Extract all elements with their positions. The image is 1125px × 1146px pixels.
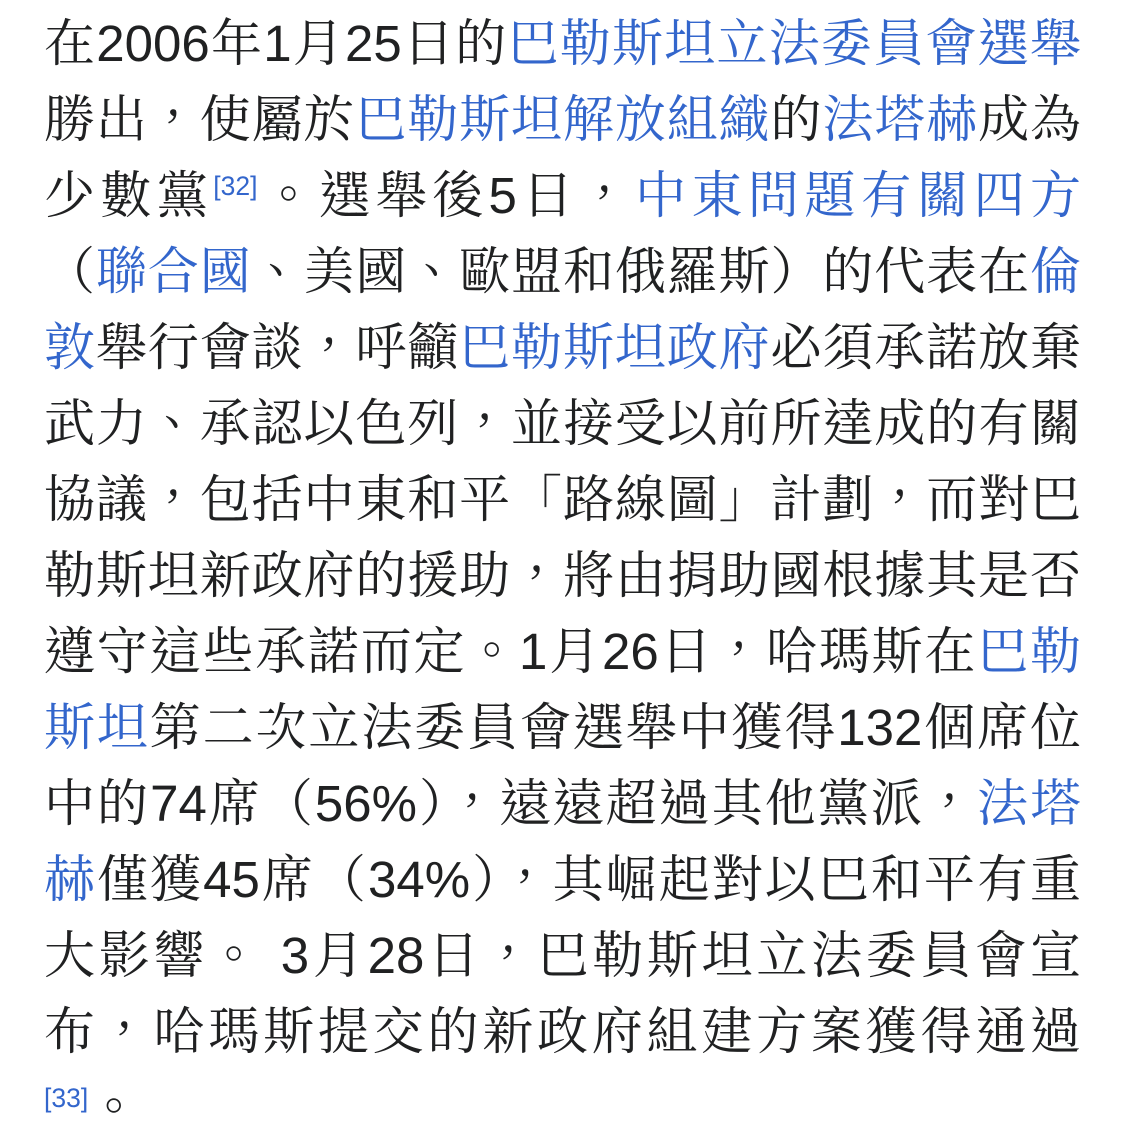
- paragraph-text: （: [44, 243, 96, 300]
- paragraph-text: 勝出，使屬於: [44, 91, 356, 148]
- wiki-link[interactable]: 倫敦: [44, 243, 1081, 376]
- wiki-link[interactable]: 中東問題有關四方: [635, 167, 1081, 224]
- paragraph-text: 、美國、歐盟和俄羅斯）的代表在: [251, 243, 1030, 300]
- wiki-link[interactable]: 巴勒斯坦: [44, 623, 1081, 756]
- wiki-link[interactable]: 法塔赫: [822, 91, 979, 148]
- wiki-link[interactable]: 巴勒斯坦立法委員會選舉: [507, 15, 1081, 72]
- paragraph-text: 僅獲45席（34%），其崛起對以巴和平有重大影響。 3月28日，巴勒斯坦立法委員會宣布，哈瑪斯提交的新政府組建方案獲得通過: [44, 851, 1081, 1060]
- paragraph-text: 在2006年1月25日的: [44, 15, 508, 72]
- reference-marker[interactable]: [33]: [44, 1083, 89, 1113]
- paragraph-text: 。選舉後5日，: [257, 167, 636, 224]
- paragraph-text: 的: [770, 91, 823, 148]
- paragraph-text: 第二次立法委員會選舉中獲得132個席位中的74席（56%），遠遠超過其他黨派，: [44, 699, 1081, 832]
- wiki-link[interactable]: 法塔赫: [44, 775, 1081, 908]
- paragraph-text: 舉行會談，呼籲: [95, 319, 460, 376]
- wiki-link[interactable]: 巴勒斯坦政府: [459, 319, 771, 376]
- paragraph-text: 成為少數黨: [44, 91, 1081, 224]
- paragraph-text: 必須承諾放棄武力、承認以色列，並接受以前所達成的有關協議，包括中東和平「路線圖」計劃，而對巴勒斯坦新政府的援助，將由捐助國根據其是否遵守這些承諾而定。1月26日，哈瑪斯在: [44, 319, 1081, 680]
- reference-marker[interactable]: [32]: [213, 171, 258, 201]
- wiki-link[interactable]: 巴勒斯坦解放組織: [355, 91, 771, 148]
- paragraph-text: 。: [88, 1079, 140, 1136]
- wiki-link[interactable]: 聯合國: [95, 243, 252, 300]
- article-paragraph: [44, 6, 1081, 1146]
